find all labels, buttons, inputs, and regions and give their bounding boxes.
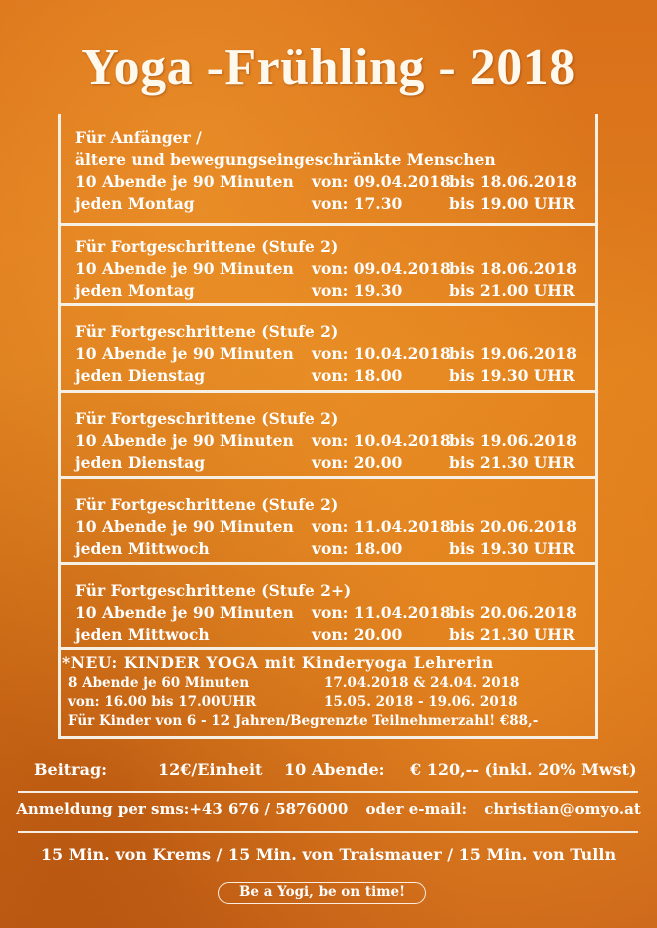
course-time-from: von: 17.30 [312,194,403,213]
course-time-from: von: 20.00 [312,453,403,472]
course-sessions: 10 Abende je 90 Minuten [75,259,294,278]
course-sessions: 10 Abende je 90 Minuten [75,603,294,622]
course-time-row [75,280,595,302]
course-time-from: von: 18.00 [312,539,403,558]
course-block-advanced [75,321,595,387]
course-heading-line2: ältere und bewegungseingeschränkte Menschen [75,150,496,169]
course-time-to: bis 21.00 UHR [449,281,575,300]
course-divider [58,647,598,650]
kids-note: Für Kinder von 6 - 12 Jahren/Begrenzte Teilnehmerzahl! €88,- [68,713,539,729]
section-divider [18,791,638,793]
course-heading: Für Fortgeschrittene (Stufe 2) [75,409,339,428]
contact-row [0,800,657,818]
course-time-to: bis 21.30 UHR [449,453,575,472]
course-time-from: von: 18.00 [312,366,403,385]
course-divider [58,476,598,479]
fee-row [0,760,657,782]
course-weekday: jeden Montag [75,281,195,300]
fee-ten-price: € 120,-- (inkl. 20% Mwst) [410,760,637,779]
course-time-row [75,624,595,646]
course-divider [58,303,598,306]
kids-sessions: 8 Abende je 60 Minuten [68,675,250,691]
course-heading: Für Fortgeschrittene (Stufe 2) [75,322,339,341]
course-heading: Für Fortgeschrittene (Stufe 2+) [75,581,352,600]
course-dates-row [75,171,595,193]
course-time-to: bis 19.30 UHR [449,539,575,558]
course-date-to: bis 19.06.2018 [449,431,577,450]
course-date-from: von: 11.04.2018 [312,517,451,536]
kids-yoga-block [62,652,592,731]
contact-email-label: oder e-mail: [365,800,467,818]
course-dates-row [75,258,595,280]
kids-yoga-heading: *NEU: KINDER YOGA mit Kinderyoga Lehrerin [62,653,494,672]
kids-time-row [62,693,592,712]
poster-title: Yoga -Frühling - 2018 [81,39,576,96]
contact-sms: Anmeldung per sms:+43 676 / 5876000 [16,800,349,818]
course-sessions: 10 Abende je 90 Minuten [75,517,294,536]
course-block-advanced [75,494,595,560]
kids-dates-row [62,674,592,693]
course-dates-row [75,343,595,365]
course-weekday: jeden Mittwoch [75,625,210,644]
course-block-beginners [75,127,595,215]
course-date-to: bis 19.06.2018 [449,344,577,363]
course-time-from: von: 19.30 [312,281,403,300]
course-date-to: bis 18.06.2018 [449,259,577,278]
kids-time: von: 16.00 bis 17.00UHR [68,694,257,710]
section-divider [18,831,638,833]
course-sessions: 10 Abende je 90 Minuten [75,344,294,363]
course-date-from: von: 10.04.2018 [312,431,451,450]
course-weekday: jeden Montag [75,194,195,213]
course-date-from: von: 10.04.2018 [312,344,451,363]
course-dates-row [75,602,595,624]
course-time-row [75,193,595,215]
course-date-to: bis 20.06.2018 [449,517,577,536]
course-time-from: von: 20.00 [312,625,403,644]
course-divider [58,223,598,226]
kids-dates-second: 15.05. 2018 - 19.06. 2018 [324,694,518,710]
course-sessions: 10 Abende je 90 Minuten [75,431,294,450]
course-date-from: von: 09.04.2018 [312,172,451,191]
motto-badge: Be a Yogi, be on time! [218,882,426,904]
kids-dates: 17.04.2018 & 24.04. 2018 [324,675,520,691]
course-time-to: bis 19.30 UHR [449,366,575,385]
fee-label: Beitrag: [34,760,108,779]
course-block-advanced [75,236,595,302]
course-time-row [75,452,595,474]
course-dates-row [75,516,595,538]
course-date-to: bis 20.06.2018 [449,603,577,622]
course-date-to: bis 18.06.2018 [449,172,577,191]
course-time-row [75,538,595,560]
course-time-to: bis 21.30 UHR [449,625,575,644]
fee-per-unit: 12€/Einheit [158,760,263,779]
course-sessions: 10 Abende je 90 Minuten [75,172,294,191]
course-divider [58,390,598,393]
course-time-row [75,365,595,387]
route-info: 15 Min. von Krems / 15 Min. von Traismauer / 15 Min. von Tulln [40,845,617,864]
course-heading: Für Fortgeschrittene (Stufe 2) [75,237,339,256]
course-block-advanced-plus [75,580,595,646]
course-date-from: von: 11.04.2018 [312,603,451,622]
course-date-from: von: 09.04.2018 [312,259,451,278]
course-weekday: jeden Dienstag [75,366,206,385]
fee-ten-label: 10 Abende: [284,760,385,779]
kids-note-row [62,712,592,731]
course-dates-row [75,430,595,452]
course-weekday: jeden Mittwoch [75,539,210,558]
course-heading: Für Anfänger / [75,128,202,147]
course-divider [58,562,598,565]
course-weekday: jeden Dienstag [75,453,206,472]
course-block-advanced [75,408,595,474]
course-heading: Für Fortgeschrittene (Stufe 2) [75,495,339,514]
course-time-to: bis 19.00 UHR [449,194,575,213]
contact-email[interactable]: christian@omyo.at [484,800,641,818]
